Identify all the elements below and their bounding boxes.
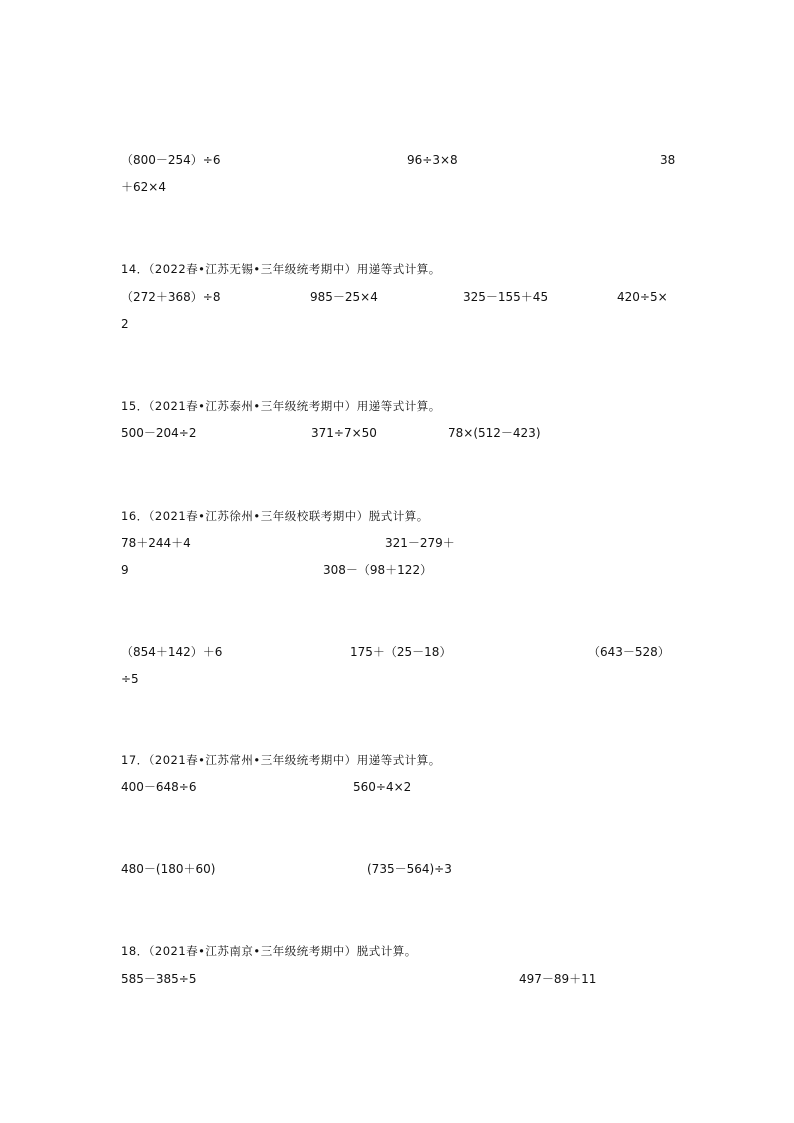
expression-text: （800－254）÷6 xyxy=(121,153,221,167)
expression-text: 78×(512－423) xyxy=(448,426,541,440)
expression-text: （854＋142）＋6 xyxy=(121,645,223,659)
question-title: 16．（2021春•江苏徐州•三年级校联考期中）脱式计算。 xyxy=(121,509,429,523)
expression-text: 585－385÷5 xyxy=(121,972,197,986)
question-title: 17．（2021春•江苏常州•三年级统考期中）用递等式计算。 xyxy=(121,753,441,767)
expression-text: 9 xyxy=(121,563,129,577)
expression-text: 497－89＋11 xyxy=(519,972,597,986)
expression-text: 371÷7×50 xyxy=(311,426,377,440)
expression-text: 2 xyxy=(121,317,129,331)
expression-text: 985－25×4 xyxy=(310,290,378,304)
question-title: 18．（2021春•江苏南京•三年级统考期中）脱式计算。 xyxy=(121,944,417,958)
expression-text: 560÷4×2 xyxy=(353,780,412,794)
expression-text: 500－204÷2 xyxy=(121,426,197,440)
expression-text: 321－279＋ xyxy=(385,536,455,550)
expression-text: 420÷5× xyxy=(617,290,668,304)
question-title: 14．（2022春•江苏无锡•三年级统考期中）用递等式计算。 xyxy=(121,262,441,276)
expression-text: 400－648÷6 xyxy=(121,780,197,794)
expression-text: （643－528） xyxy=(588,645,670,659)
question-title: 15．（2021春•江苏泰州•三年级统考期中）用递等式计算。 xyxy=(121,399,441,413)
expression-text: 308－（98＋122） xyxy=(323,563,433,577)
expression-text: （272＋368）÷8 xyxy=(121,290,221,304)
expression-text: 78＋244＋4 xyxy=(121,536,191,550)
expression-text: 175＋（25－18） xyxy=(350,645,452,659)
expression-text: 480－(180＋60) xyxy=(121,862,216,876)
expression-text: 38 xyxy=(660,153,676,167)
expression-text: ＋62×4 xyxy=(121,180,166,194)
expression-text: 96÷3×8 xyxy=(407,153,458,167)
expression-text: 325－155＋45 xyxy=(463,290,549,304)
expression-text: (735－564)÷3 xyxy=(367,862,452,876)
expression-text: ÷5 xyxy=(121,672,139,686)
